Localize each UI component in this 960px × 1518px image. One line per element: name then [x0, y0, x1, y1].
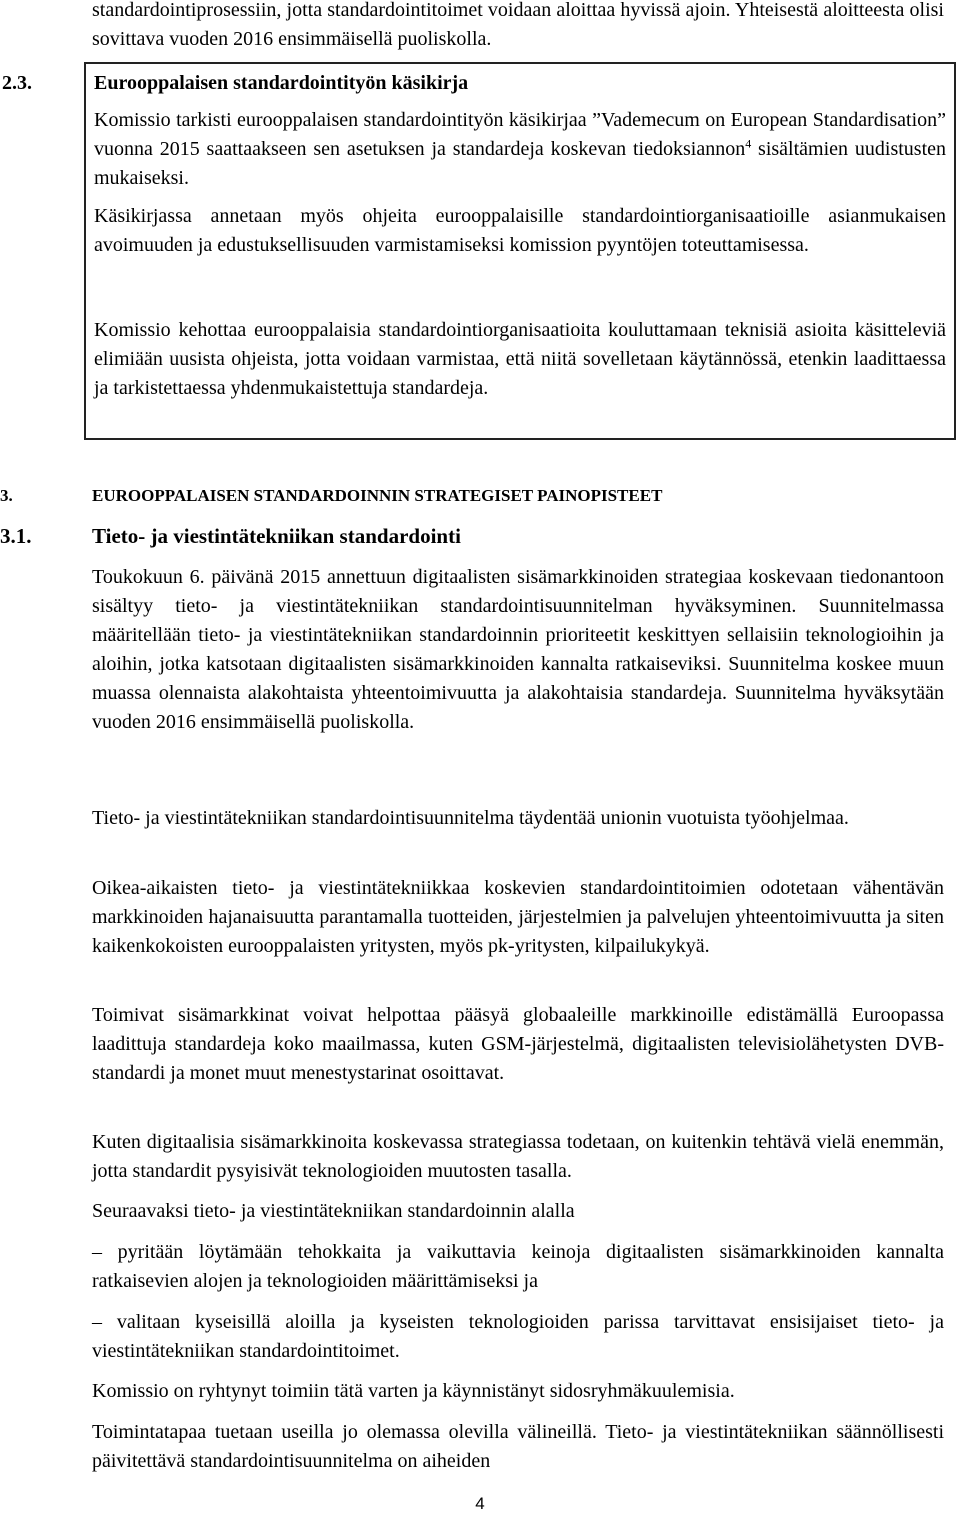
box-section-number: 2.3.	[2, 72, 32, 94]
paragraph-technology-pace: Kuten digitaalisia sisämarkkinoita koskevassa strategiassa todetaan, on kuitenkin tehtävä vielä enemmän, jotta standardit pysyisivät teknologioiden muutosten tasalla.	[92, 1131, 944, 1182]
paragraph-fragmentation: Oikea-aikaisten tieto- ja viestintätekniikkaa koskevien standardointitoimien odotetaan vähentävän markkinoiden hajanaisuutta parantamalla tuotteiden, järjestelmien ja palvelujen yhteentoimivuutta ja siten kaikenkokoisten eurooppalaisten yritysten, myös pk-yritysten, kilpailukykyä.	[92, 877, 944, 957]
intro-paragraph: standardointiprosessiin, jotta standardointitoimet voidaan aloittaa hyvissä ajoin. Yhteisestä aloitteesta olisi sovittava vuoden 2016 ensimmäisellä puoliskolla.	[92, 0, 944, 50]
paragraph-strategy: Toukokuun 6. päivänä 2015 annettuun digitaalisten sisämarkkinoiden strategiaa koskevaan tiedonantoon sisältyy tieto- ja viestintätekniikan standardointisuunnitelman hyväksyminen. Suunnitelmassa määritellään tieto- ja viestintätekniikan standardoinnin prioriteetit keskittyen sellaisiin teknologioihin ja aloihin, jotka katsotaan digitaalisten sisämarkkinoiden kannalta ratkaiseviksi. Suunnitelma koskee muun muassa olennaista alakohtaista yhteentoimivuutta ja alakohtaisia standardeja. Suunnitelma hyväksytään vuoden 2016 ensimmäisellä puoliskolla.	[92, 566, 944, 733]
box-paragraph-1-text: Komissio tarkisti eurooppalaisen standardointityön käsikirjaa ”Vademecum on European Standardisation” vuonna 2015 saattaakseen sen asetuksen ja standardeja koskevan tiedoksiannon	[94, 109, 946, 160]
paragraph-global-markets: Toimivat sisämarkkinat voivat helpottaa pääsyä globaaleille markkinoille edistämällä Euroopassa laadittuja standardeja koko maailmassa, kuten GSM-järjestelmä, digitaalisten televisiolähetysten DVB-standardi ja monet muut menestystarinat osoittavat.	[92, 1004, 944, 1084]
paragraph-next-steps: Seuraavaksi tieto- ja viestintätekniikan standardoinnin alalla	[92, 1200, 575, 1222]
section-3-1-title: Tieto- ja viestintätekniikan standardointi	[92, 524, 461, 548]
section-3-title: EUROOPPALAISEN STANDARDOINNIN STRATEGISET PAINOPISTEET	[92, 486, 663, 505]
section-3-number: 3.	[0, 486, 13, 505]
box-paragraph-3: Komissio kehottaa eurooppalaisia standardointiorganisaatioita kouluttamaan teknisiä asioita käsitteleviä elimiään uusista ohjeista, jotta voidaan varmistaa, että niitä sovelletaan käytännössä, etenkin laadittaessa ja tarkistettaessa yhdenmukaistettuja standardeja.	[94, 319, 946, 399]
box-section-title: Eurooppalaisen standardointityön käsikirja	[94, 72, 469, 94]
box-paragraph-2: Käsikirjassa annetaan myös ohjeita eurooppalaisille standardointiorganisaatioille asianmukaisen avoimuuden ja edustuksellisuuden varmistamiseksi komission pyyntöjen toteuttamisessa.	[94, 205, 946, 256]
box-paragraph-1-tail: sisältämien uudistusten mukaiseksi.	[94, 138, 946, 189]
paragraph-work-programme: Tieto- ja viestintätekniikan standardointisuunnitelma täydentää unionin vuotuista työohjelmaa.	[92, 807, 849, 829]
section-3-1-number: 3.1.	[0, 524, 32, 548]
list-item-2: – valitaan kyseisillä aloilla ja kyseisten teknologioiden parissa tarvittavat ensisijaiset tieto- ja viestintätekniikan standardointitoimet.	[92, 1311, 944, 1362]
boxed-section	[2, 62, 956, 440]
footnote-ref[interactable]: 4	[745, 136, 752, 151]
paragraph-consultations: Komissio on ryhtynyt toimiin tätä varten ja käynnistänyt sidosryhmäkuulemisia.	[92, 1380, 735, 1402]
box-paragraph-1	[94, 106, 946, 193]
list-item-1: – pyritään löytämään tehokkaita ja vaikuttavia keinoja digitaalisten sisämarkkinoiden kannalta ratkaisevien alojen ja teknologioiden määrittämiseksi ja	[92, 1241, 944, 1292]
paragraph-tools: Toimintatapaa tuetaan useilla jo olemassa olevilla välineillä. Tieto- ja viestintätekniikan säännöllisesti päivitettävä standardointisuunnitelma on aiheiden	[92, 1421, 944, 1472]
page-number: 4	[475, 1494, 485, 1513]
